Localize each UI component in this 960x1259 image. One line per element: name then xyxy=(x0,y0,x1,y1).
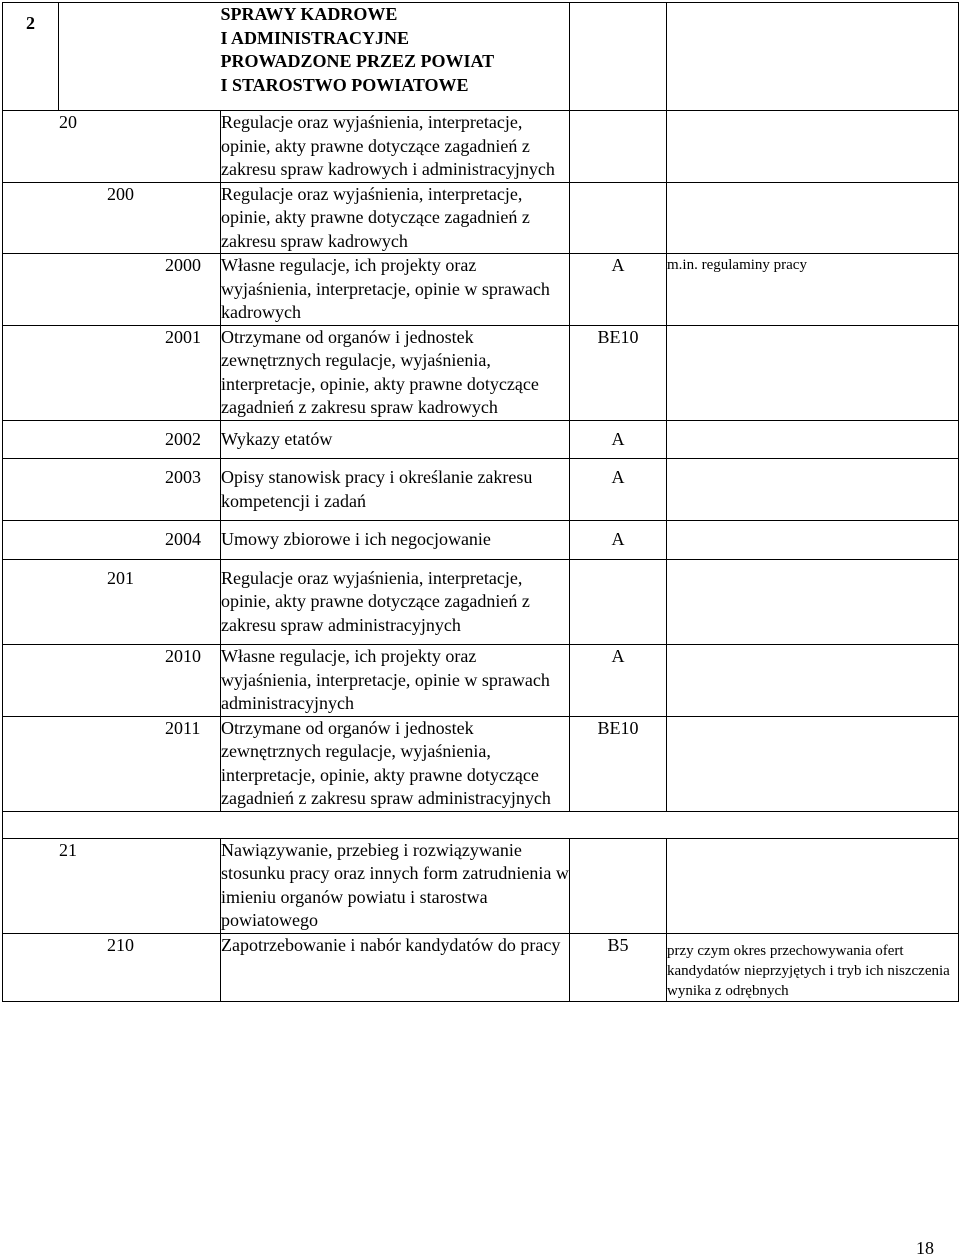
note-cell xyxy=(667,645,959,717)
category-cell xyxy=(570,111,667,183)
category-cell: BE10 xyxy=(570,716,667,811)
classification-table xyxy=(2,2,959,1002)
table-row xyxy=(3,933,959,1001)
category-cell: A xyxy=(570,420,667,459)
row-description: Opisy stanowisk pracy i określanie zakresu kompetencji i zadań xyxy=(221,459,570,521)
category-cell xyxy=(570,182,667,254)
row-description: Regulacje oraz wyjaśnienia, interpretacje, opinie, akty prawne dotyczące zagadnień z zakresu spraw kadrowych i administracyjnych xyxy=(221,111,570,183)
row-code: 201 xyxy=(3,559,221,645)
row-code: 210 xyxy=(3,933,221,1001)
page-number: 18 xyxy=(916,1238,934,1258)
section-spacer xyxy=(59,3,221,111)
spacer-row xyxy=(3,811,959,838)
note-cell: m.in. regulaminy pracy xyxy=(667,254,959,326)
note-cell xyxy=(667,459,959,521)
row-description: Umowy zbiorowe i ich negocjowanie xyxy=(221,521,570,560)
category-cell: A xyxy=(570,521,667,560)
category-cell xyxy=(570,559,667,645)
category-cell: BE10 xyxy=(570,325,667,420)
row-code: 2000 xyxy=(3,254,221,326)
row-description: Własne regulacje, ich projekty oraz wyjaśnienia, interpretacje, opinie w sprawach administracyjnych xyxy=(221,645,570,717)
spacer-cell xyxy=(3,811,959,838)
table-row xyxy=(3,459,959,521)
table-row xyxy=(3,111,959,183)
row-code: 2002 xyxy=(3,420,221,459)
row-description: Regulacje oraz wyjaśnienia, interpretacje, opinie, akty prawne dotyczące zagadnień z zakresu spraw kadrowych xyxy=(221,182,570,254)
row-code: 200 xyxy=(3,182,221,254)
table-row xyxy=(3,182,959,254)
row-description: Zapotrzebowanie i nabór kandydatów do pracy xyxy=(221,933,570,1001)
row-description: Otrzymane od organów i jednostek zewnętrznych regulacje, wyjaśnienia, interpretacje, opinie, akty prawne dotyczące zagadnień z zakresu spraw administracyjnych xyxy=(221,716,570,811)
row-code: 2004 xyxy=(3,521,221,560)
table-row xyxy=(3,254,959,326)
category-cell xyxy=(570,838,667,933)
note-cell xyxy=(667,838,959,933)
row-description: Wykazy etatów xyxy=(221,420,570,459)
note-cell xyxy=(667,716,959,811)
table-row xyxy=(3,559,959,645)
category-cell: A xyxy=(570,645,667,717)
section-number: 2 xyxy=(3,3,59,111)
section-header-row xyxy=(3,3,959,111)
note-cell xyxy=(667,182,959,254)
section-title xyxy=(221,3,570,111)
note-cell xyxy=(667,420,959,459)
table-row xyxy=(3,838,959,933)
section-title-line: SPRAWY KADROWE xyxy=(220,4,398,24)
row-description: Własne regulacje, ich projekty oraz wyjaśnienia, interpretacje, opinie w sprawach kadrowych xyxy=(221,254,570,326)
category-cell: A xyxy=(570,459,667,521)
note-cell xyxy=(667,3,959,111)
row-code: 21 xyxy=(3,838,221,933)
note-cell xyxy=(667,559,959,645)
row-code: 2001 xyxy=(3,325,221,420)
category-cell xyxy=(570,3,667,111)
table-row xyxy=(3,645,959,717)
note-cell: przy czym okres przechowywania ofert kandydatów nieprzyjętych i tryb ich niszczenia wynika z odrębnych xyxy=(667,933,959,1001)
table-row xyxy=(3,325,959,420)
table-row xyxy=(3,521,959,560)
row-code: 2011 xyxy=(3,716,221,811)
category-cell: A xyxy=(570,254,667,326)
row-description: Otrzymane od organów i jednostek zewnętrznych regulacje, wyjaśnienia, interpretacje, opinie, akty prawne dotyczące zagadnień z zakresu spraw kadrowych xyxy=(221,325,570,420)
section-title-line: PROWADZONE PRZEZ POWIAT xyxy=(220,51,495,71)
section-title-line: I STAROSTWO POWIATOWE xyxy=(220,74,469,95)
section-title-line: I ADMINISTRACYJNE xyxy=(220,27,410,48)
row-code: 2003 xyxy=(3,459,221,521)
note-cell xyxy=(667,111,959,183)
row-code: 2010 xyxy=(3,645,221,717)
table-row xyxy=(3,420,959,459)
category-cell: B5 xyxy=(570,933,667,1001)
row-code: 20 xyxy=(3,111,221,183)
table-row xyxy=(3,716,959,811)
note-cell xyxy=(667,521,959,560)
row-description: Regulacje oraz wyjaśnienia, interpretacje, opinie, akty prawne dotyczące zagadnień z zakresu spraw administracyjnych xyxy=(221,559,570,645)
note-cell xyxy=(667,325,959,420)
row-description: Nawiązywanie, przebieg i rozwiązywanie stosunku pracy oraz innych form zatrudnienia w imieniu organów powiatu i starostwa powiatowego xyxy=(221,838,570,933)
